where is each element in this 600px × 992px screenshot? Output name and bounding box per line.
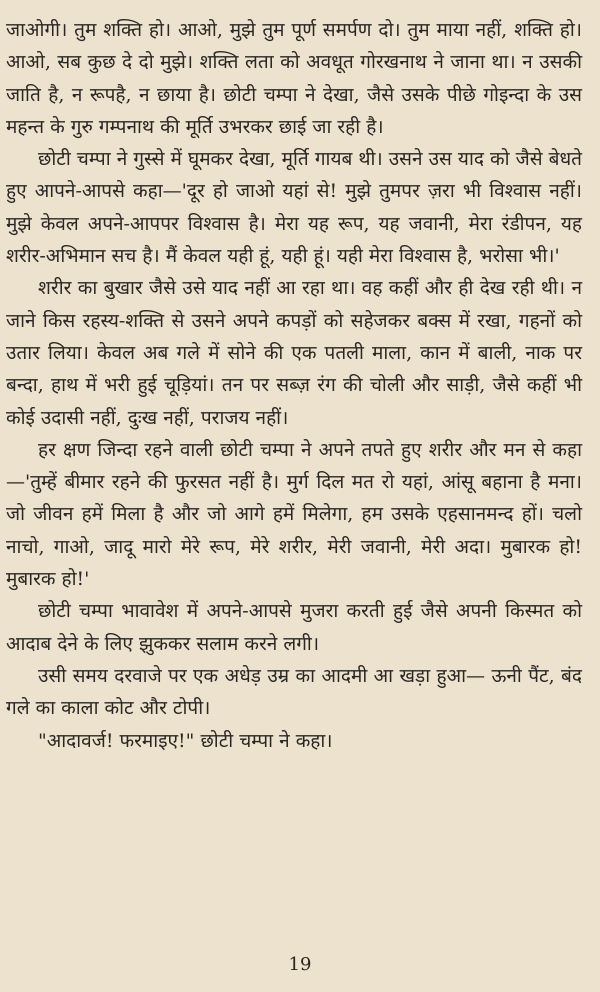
paragraph-3: शरीर का बुखार जैसे उसे याद नहीं आ रहा था। वह कहीं और ही देख रही थी। न जाने किस रहस्य-शक्ति से उसने अपने कपड़ों को सहेजकर बक्स में रखा, गहनों को उतार लिया। केवल अब गले में सोने की एक पतली माला, कान में बाली, नाक पर बन्दा, हाथ में भरी हुई चूड़ियां। तन पर सब्ज़ रंग की चोली और साड़ी, जैसे कहीं भी कोई उदासी नहीं, दुःख नहीं, पराजय नहीं। [6, 277, 582, 429]
paragraph-5: छोटी चम्पा भावावेश में अपने-आपसे मुजरा करती हुई जैसे अपनी किस्मत को आदाब देने के लिए झुककर सलाम करने लगी। [6, 600, 582, 655]
paragraph-4: हर क्षण जिन्दा रहने वाली छोटी चम्पा ने अपने तपते हुए शरीर और मन से कहा—'तुम्हें बीमार रहने की फुरसत नहीं है। मुर्ग दिल मत रो यहां, आंसू बहाना है मना। जो जीवन हमें मिला है और जो आगे हमें मिलेगा, हम उसके एहसानमन्द हों। चलो नाचो, गाओ, जादू मारो मेरे रूप, मेरे शरीर, मेरी जवानी, मेरी अदा। मुबारक हो! मुबारक हो!' [6, 438, 582, 591]
page-number: 19 [288, 954, 312, 975]
paragraph-2: छोटी चम्पा ने गुस्से में घूमकर देखा, मूर्ति गायब थी। उसने उस याद को जैसे बेधते हुए आपने-आपसे कहा—'दूर हो जाओ यहां से! मुझे तुमपर ज़रा भी विश्वास नहीं। मुझे केवल अपने-आपपर विश्वास है। मेरा यह रूप, यह जवानी, मेरा रंडीपन, यह शरीर-अभिमान सच है। मैं केवल यही हूं, यही हूं। यही मेरा विश्वास है, भरोसा भी।' [6, 148, 582, 268]
body-text [6, 14, 582, 757]
paragraph-7: "आदावर्ज! फरमाइए!" छोटी चम्पा ने कहा। [38, 729, 333, 752]
paragraph-6: उसी समय दरवाजे पर एक अधेड़ उम्र का आदमी आ खड़ा हुआ— ऊनी पैंट, बंद गले का काला कोट और टोपी। [6, 664, 582, 720]
paragraph-1: जाओगी। तुम शक्ति हो। आओ, मुझे तुम पूर्ण समर्पण दो। तुम माया नहीं, शक्ति हो। आओ, सब कुछ दे दो मुझे। शक्ति लता को अवधूत गोरखनाथ ने जाना था। न उसकी जाति है, न रूपहै, न छाया है। छोटी चम्पा ने देखा, जैसे उसके पीछे गोइन्दा के उस महन्त के गुरु गम्पनाथ की मूर्ति उभरकर छाई जा रही है। [6, 19, 582, 138]
